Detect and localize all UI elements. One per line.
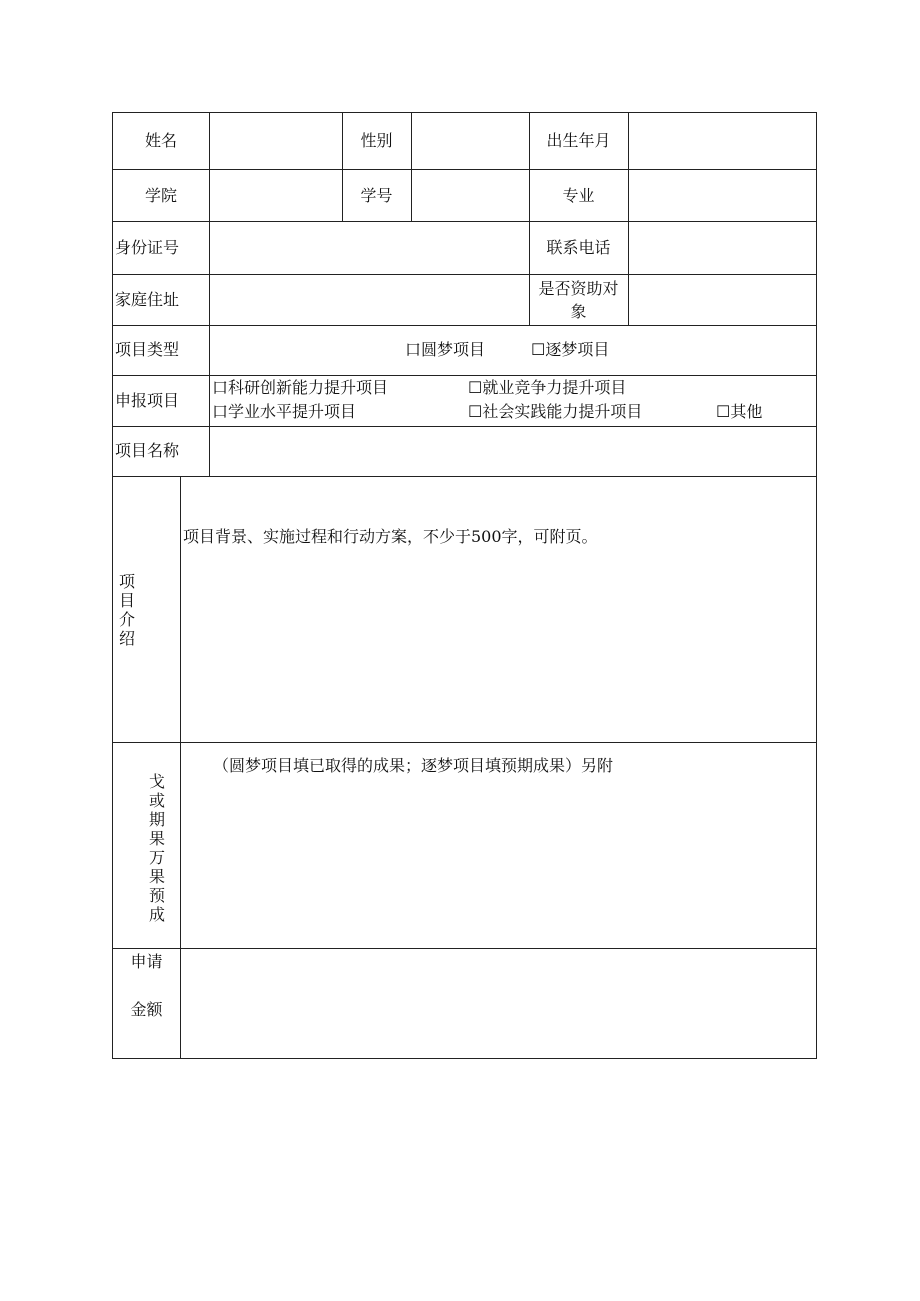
- address-label: 家庭住址: [115, 290, 180, 309]
- option-other-checkbox[interactable]: ☐其他: [716, 402, 763, 421]
- row-divider: [113, 742, 816, 743]
- project-type-label: 项目类型: [115, 340, 180, 359]
- results-label: 戈或期果万果预成: [149, 772, 166, 924]
- gender-field[interactable]: [412, 113, 529, 169]
- phone-label: 联系电话: [546, 238, 611, 257]
- project-name-label: 项目名称: [115, 441, 180, 460]
- aid-label-line1: 是否资助对: [538, 279, 619, 298]
- aid-field[interactable]: [629, 275, 816, 325]
- id-number-field[interactable]: [210, 222, 529, 274]
- id-number-label: 身份证号: [115, 238, 180, 257]
- student-id-field[interactable]: [412, 170, 529, 221]
- major-label: 专业: [562, 186, 595, 205]
- results-field[interactable]: [181, 781, 816, 948]
- address-field[interactable]: [210, 275, 529, 325]
- student-id-label: 学号: [360, 186, 393, 205]
- birth-label: 出生年月: [546, 131, 611, 150]
- gender-label: 性别: [360, 131, 393, 150]
- option-yuanmeng-checkbox[interactable]: 口圆梦项目: [405, 340, 486, 359]
- option-employment-checkbox[interactable]: ☐就业竞争力提升项目: [468, 378, 627, 397]
- option-zhumeng-checkbox[interactable]: ☐逐梦项目: [531, 340, 610, 359]
- project-intro-field[interactable]: [181, 553, 816, 742]
- option-social-checkbox[interactable]: ☐社会实践能力提升项目: [468, 402, 643, 421]
- major-field[interactable]: [629, 170, 816, 221]
- name-field[interactable]: [210, 113, 342, 169]
- option-academic-checkbox[interactable]: 口学业水平提升项目: [212, 402, 357, 421]
- amount-field[interactable]: [181, 949, 816, 1058]
- option-research-checkbox[interactable]: 口科研创新能力提升项目: [212, 378, 389, 397]
- project-name-field[interactable]: [210, 427, 816, 476]
- row-divider: [113, 325, 816, 326]
- college-label: 学院: [144, 186, 177, 205]
- row-divider: [113, 375, 816, 376]
- results-hint: （圆梦项目填已取得的成果；逐梦项目填预期成果）另附: [213, 756, 614, 775]
- declare-project-label: 申报项目: [115, 391, 180, 410]
- row-divider: [113, 476, 816, 477]
- amount-label-line2: 金额: [130, 1000, 163, 1019]
- birth-field[interactable]: [629, 113, 816, 169]
- phone-field[interactable]: [629, 222, 816, 274]
- college-field[interactable]: [210, 170, 342, 221]
- name-label: 姓名: [144, 131, 177, 150]
- project-intro-hint: 项目背景、实施过程和行动方案，不少于500字，可附页。: [183, 527, 598, 546]
- aid-label-line2: 象: [570, 302, 587, 321]
- project-intro-label: 项目介绍: [119, 572, 136, 648]
- application-form: [112, 112, 817, 1059]
- amount-label-line1: 申请: [130, 952, 163, 971]
